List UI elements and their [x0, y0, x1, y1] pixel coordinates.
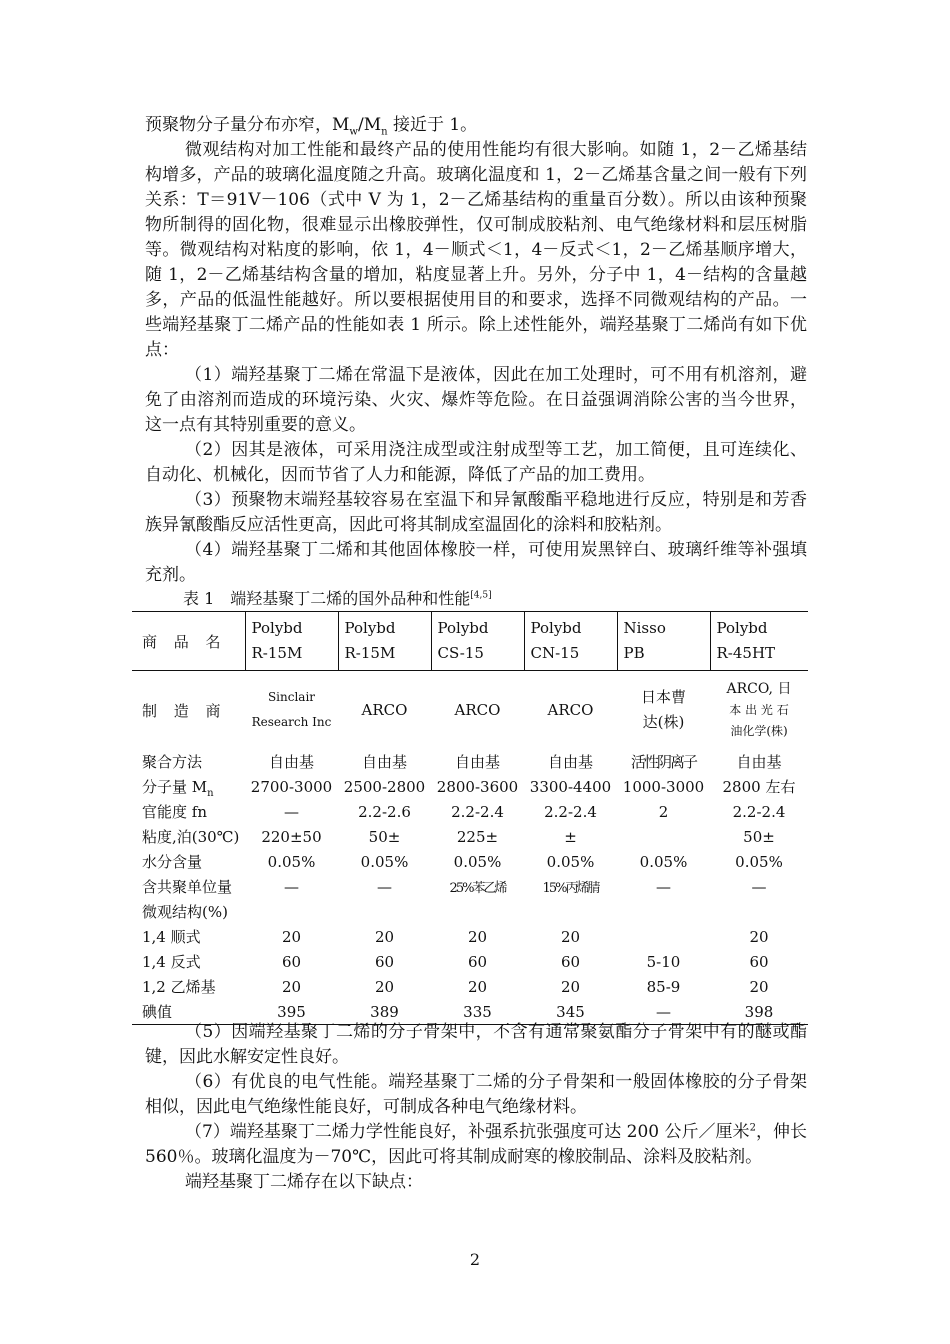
row-label: 聚合方法 [142, 753, 203, 771]
table-cell: 60 [281, 952, 302, 971]
table-cell: 0.05% [735, 852, 783, 871]
table-cell: — [751, 877, 767, 896]
product-header: Polybd R-45HT [710, 612, 808, 671]
table-cell: 0.05% [546, 852, 595, 871]
product-header: Polybd CN-15 [524, 612, 617, 671]
table-cell: 220±50 [261, 827, 322, 846]
table-cell: ARCO, 日 本 出 光 石 油化学(株) [726, 680, 792, 738]
table-cell: — [377, 877, 392, 896]
table-cell: 2800 左右 [722, 778, 796, 796]
table-cell: 2 [658, 802, 669, 821]
paragraph-microstructure: 微观结构对加工性能和最终产品的使用性能均有很大影响。如随 1，2－乙烯基结构增多，产品的玻璃化温度随之升高。玻璃化温度和 1，2－乙烯基含量之间一般有下列关系：T＝91V－106（式中 V 为 1，2－乙烯基结构的重量百分数）。所以由该种预聚物所制得的固化物，很难显示出橡胶弹性，仅可制成胶粘剂、电气绝缘材料和层压树脂等。微观结构对粘度的影响，依 1，4－顺式＜1，4－反式＜1，2－乙烯基顺序增大，随 1，2－乙烯基结构含量的增加，粘度显著上升。另外，分子中 1，4－结构的含量越多，产品的低温性能越好。所以要根据使用目的和要求，选择不同微观结构的产品。一些端羟基聚丁二烯产品的性能如表 1 所示。除上述性能外，端羟基聚丁二烯尚有如下优点： [145, 140, 807, 360]
table-cell: 2800-3600 [436, 777, 519, 796]
table-cell: 1000-3000 [622, 777, 705, 796]
paragraph-advantage-1: （1）端羟基聚丁二烯在常温下是液体，因此在加工处理时，可不用有机溶剂，避免了由溶剂而造成的环境污染、火灾、爆炸等危险。在日益强调消除公害的当今世界，这一点有其特别重要的意义。 [145, 365, 807, 435]
body-text-bottom [145, 1020, 807, 1195]
paragraph-disadvantages: 端羟基聚丁二烯存在以下缺点： [185, 1172, 423, 1192]
table-cell: 20 [281, 927, 302, 946]
table-row [132, 874, 808, 899]
table-cell: 日本曹 达(株) [640, 688, 686, 731]
table-cell: 0.05% [267, 852, 316, 871]
table-row [132, 774, 808, 799]
table-row [132, 849, 808, 874]
table-cell: 2.2-2.4 [544, 802, 597, 821]
paragraph-advantage-6: （6）有优良的电气性能。端羟基聚丁二烯的分子骨架和一般固体橡胶的分子骨架相似，因此电气绝缘性能良好，可制成各种电气绝缘材料。 [145, 1072, 807, 1117]
product-header: Polybd R-15M [245, 612, 338, 671]
table-cell: ± [564, 827, 577, 846]
table-cell: 395 [245, 999, 338, 1025]
table-row [132, 974, 808, 999]
table-cell: ARCO [547, 701, 594, 719]
table-cell: 20 [374, 927, 395, 946]
table-cell: 20 [749, 927, 769, 946]
table-caption: 表 1 端羟基聚丁二烯的国外品种和性能[4,5] [183, 589, 492, 608]
paragraph-mw-mn: 预聚物分子量分布亦窄，$M_w/M_n$ 接近于 1。 [145, 115, 478, 138]
table-cell: 389 [338, 999, 431, 1025]
table-row [132, 799, 808, 824]
table-cell: 25%苯乙烯 [449, 881, 506, 896]
table-cell: 60 [749, 952, 769, 971]
manufacturer-row: 制 造 商 Sinclair Research Inc ARCO ARCO ARCO 日本曹 达(株) ARCO, 日 本 出 光 石 油化学(株) [132, 671, 808, 750]
table-cell: 398 [710, 999, 808, 1025]
table-cell: 自由基 [268, 753, 314, 771]
table-cell: 20 [281, 977, 302, 996]
row-label: 1,2 乙烯基 [142, 978, 216, 996]
row-label: 含共聚单位量 [142, 878, 233, 896]
table-cell: 2.2-2.6 [358, 802, 411, 821]
table-cell [431, 899, 524, 924]
row-label: 分子量 $M_n$ [142, 778, 214, 799]
table-cell: 自由基 [736, 753, 782, 771]
table-cell: Sinclair Research Inc [251, 690, 332, 729]
row-label: 粘度,泊(30℃) [142, 828, 240, 846]
table-cell: 2500-2800 [343, 777, 426, 796]
table-cell: 活性阴离子 [630, 753, 696, 771]
row-label: 微观结构(%) [142, 903, 228, 921]
row-label: 1,4 顺式 [142, 928, 201, 946]
table-cell: 60 [560, 952, 581, 971]
table-cell: 2700-3000 [250, 777, 333, 796]
table-cell: ARCO [361, 701, 408, 719]
table-header-row [132, 612, 808, 671]
table-cell: 20 [467, 927, 488, 946]
table-cell [617, 824, 710, 849]
table-cell: — [656, 877, 671, 896]
table-cell: 20 [749, 977, 769, 996]
table-cell: 自由基 [454, 753, 500, 771]
product-header: Nisso PB [617, 612, 710, 671]
table-cell: 345 [524, 999, 617, 1025]
table-cell: 50± [743, 827, 775, 846]
table-cell: 20 [467, 977, 488, 996]
row-label: 官能度 fn [142, 803, 207, 821]
paragraph-advantage-3: （3）预聚物末端羟基较容易在室温下和异氰酸酯平稳地进行反应，特别是和芳香族异氰酸酯反应活性更高，因此可将其制成室温固化的涂料和胶粘剂。 [145, 490, 807, 535]
table-row [132, 899, 808, 924]
body-text-top [145, 113, 807, 588]
table-cell: 自由基 [547, 753, 593, 771]
table-cell: 335 [431, 999, 524, 1025]
table-row [132, 924, 808, 949]
product-table [132, 611, 808, 1025]
table-cell: — [617, 999, 710, 1025]
row-label: 1,4 反式 [142, 953, 201, 971]
table-cell [245, 899, 338, 924]
table-cell [338, 899, 431, 924]
header-label: 商 品 名 [132, 612, 245, 671]
table-cell: 2.2-2.4 [732, 802, 786, 821]
table-cell [524, 899, 617, 924]
table-cell: 0.05% [453, 852, 502, 871]
table-cell: — [284, 802, 299, 821]
table-cell: 60 [374, 952, 395, 971]
table-cell: 2.2-2.4 [451, 802, 504, 821]
table-body [132, 749, 808, 1025]
table-cell: 5-10 [646, 952, 681, 971]
table-cell: 0.05% [639, 852, 688, 871]
paragraph-advantage-2: （2）因其是液体，可采用浇注成型或注射成型等工艺，加工简便，且可连续化、自动化、机械化，因而节省了人力和能源，降低了产品的加工费用。 [145, 440, 807, 485]
table-row [132, 824, 808, 849]
table-cell: 225± [456, 827, 499, 846]
table-cell: 20 [560, 927, 581, 946]
table-cell: 85-9 [646, 977, 681, 996]
table-row [132, 749, 808, 774]
table-cell: 3300-4400 [529, 777, 612, 796]
product-header: Polybd CS-15 [431, 612, 524, 671]
table-cell: 15%丙烯腈 [542, 881, 599, 896]
row-label: 水分含量 [142, 853, 203, 871]
table-cell: 50± [368, 827, 401, 846]
table-row [132, 949, 808, 974]
table-cell [617, 924, 710, 949]
table-cell: 0.05% [360, 852, 409, 871]
table-cell: 20 [374, 977, 395, 996]
table-cell: 20 [560, 977, 581, 996]
paragraph-advantage-7: （7）端羟基聚丁二烯力学性能良好，补强系抗张强度可达 200 公斤／厘米$^2$，伸长 560％。玻璃化温度为－70℃，因此可将其制成耐寒的橡胶制品、涂料及胶粘剂。 [145, 1122, 807, 1167]
table-cell: 60 [467, 952, 488, 971]
paragraph-advantage-5: （5）因端羟基聚丁二烯的分子骨架中，不含有通常聚氨酯分子骨架中有的醚或酯键，因此水解安定性良好。 [145, 1022, 807, 1067]
page-number: 2 [469, 1250, 481, 1269]
row-label: 碘值 [132, 999, 245, 1025]
table-cell: 自由基 [361, 753, 407, 771]
table-cell [710, 899, 808, 924]
table-cell: ARCO [454, 701, 501, 719]
table-cell: — [284, 877, 299, 896]
paragraph-advantage-4: （4）端羟基聚丁二烯和其他固体橡胶一样，可使用炭黑锌白、玻璃纤维等补强填充剂。 [145, 540, 807, 585]
table-cell [617, 899, 710, 924]
product-header: Polybd R-15M [338, 612, 431, 671]
